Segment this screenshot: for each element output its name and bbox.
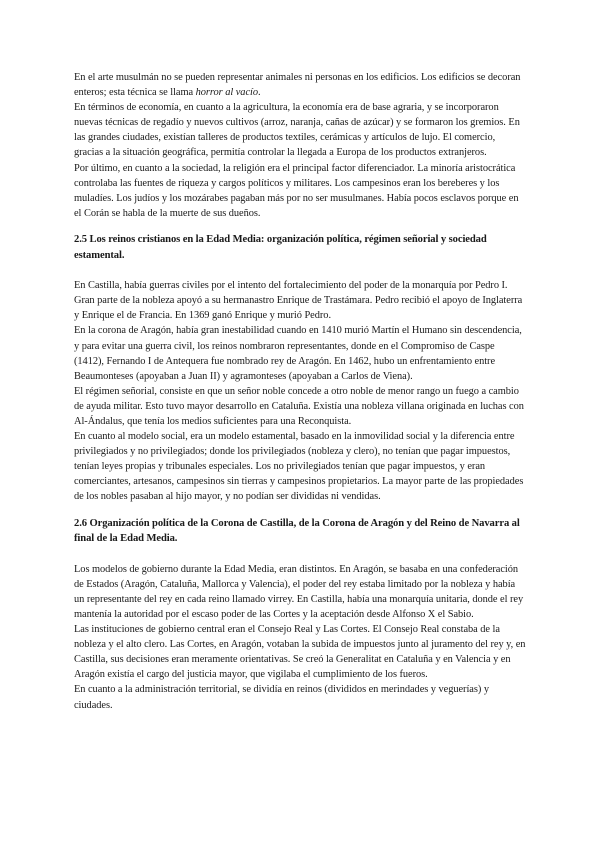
paragraph-text: . bbox=[258, 87, 261, 99]
section-2-5 bbox=[74, 232, 526, 505]
paragraph-instituciones: Las instituciones de gobierno central eran el Consejo Real y Las Cortes. El Consejo Real constaba de la nobleza y el alto clero. Las Cortes, en Aragón, votaban la subida de impuestos junto al juramento del rey y, en Castilla, sus decisiones eran meramente orientativas. Se creó la Generalitat en Cataluña y en Valencia y en Aragón existía el cargo del justicia mayor, que vigilaba el cumplimiento de los fueros. bbox=[74, 624, 526, 681]
spacer bbox=[74, 263, 526, 278]
paragraph-regimen-senorial: El régimen señorial, consiste en que un señor noble concede a otro noble de menor rango un fuego a cambio de ayuda militar. Esto tuvo mayor desarrollo en Cataluña. Existía una nobleza villana originada en luchas con Al-Ándalus, que tenía los medios suficientes para una Reconquista. bbox=[74, 385, 524, 427]
spacer bbox=[74, 505, 526, 516]
paragraph-modelos-gobierno: Los modelos de gobierno durante la Edad Media, eran distintos. En Aragón, se basaba en una confederación de Estados (Aragón, Cataluña, Mallorca y Valencia), el poder del rey estaba limitado por la nobleza y había un representante del rey en cada reino llamado virrey. En Castilla, había una monarquía unitaria, donde el rey mantenía la autoridad por el escaso poder de las Cortes y la aceptación desde Alfonso X el Sabio. bbox=[74, 563, 524, 620]
paragraph-castilla: En Castilla, había guerras civiles por el intento del fortalecimiento del poder de la monarquía por Pedro I. Gran parte de la nobleza apoyó a su hermanastro Enrique de Trastámara. Pedro recibió el apoyo de Inglaterra y Enrique el de Francia. En 1369 ganó Enrique y murió Pedro. bbox=[74, 280, 523, 322]
paragraph-aragon: En la corona de Aragón, había gran inestabilidad cuando en 1410 murió Martín el Humano sin descendencia, y para evitar una guerra civil, los reinos nombraron representantes, donde en el Compromiso de Caspe (1412), Fernando I de Antequera fue nombrado rey de Aragón. En 1462, hubo un enfrentamiento entre Beaumonteses (apoyaban a Juan II) y agramonteses (apoyaban a Carlos de Viena). bbox=[74, 325, 522, 382]
paragraph-islamic-art bbox=[74, 70, 526, 100]
section-2-6 bbox=[74, 516, 526, 713]
section-intro bbox=[74, 70, 526, 221]
section-heading-2-5: 2.5 Los reinos cristianos en la Edad Media: organización política, régimen señorial y sociedad estamental. bbox=[74, 233, 487, 261]
italic-term: horror al vacío bbox=[195, 87, 259, 99]
paragraph-economy: En términos de economía, en cuanto a la agricultura, la economía era de base agraria, y se incorporaron nuevas técnicas de regadío y nuevos cultivos (arroz, naranja, cañas de azúcar) y se formaron los gremios. En las grandes ciudades, existían talleres de productos textiles, cerámicas y artículos de lujo. El comercio, gracias a la situación geográfica, permitía controlar la llegada a Europa de los productos extranjeros. bbox=[74, 102, 520, 159]
paragraph-society: Por último, en cuanto a la sociedad, la religión era el principal factor diferenciador. La minoría aristocrática controlaba las fuentes de riqueza y cargos políticos y militares. Los campesinos eran los bereberes y los muladíes. Los judíos y los mozárabes pagaban más por no ser musulmanes. Había pocos esclavos porque en el Corán se habla de la muerte de sus dueños. bbox=[74, 162, 519, 219]
spacer bbox=[74, 547, 526, 562]
paragraph-administracion: En cuanto a la administración territorial, se dividía en reinos (divididos en merindades y veguerías) y ciudades. bbox=[74, 684, 489, 711]
paragraph-modelo-social: En cuanto al modelo social, era un modelo estamental, basado en la inmovilidad social y la diferencia entre privilegiados y no privilegiados; donde los privilegiados (nobleza y clero), no tenían que pagar impuestos, tenían leyes propias y tribunales especiales. Los no privilegiados tenían que pagar impuestos, y eran comerciantes, artesanos, campesinos sin tierras y campesinos propietarios. La mayor parte de las propiedades de los nobles pasaban al hijo mayor, y no podían ser divididas ni vendidas. bbox=[74, 431, 524, 503]
paragraph-text: En el arte musulmán no se pueden representar animales ni personas en los edificios. Los edificios se decoran enteros; esta técnica se llama bbox=[74, 72, 521, 99]
spacer bbox=[74, 221, 526, 232]
section-heading-2-6: 2.6 Organización política de la Corona de Castilla, de la Corona de Aragón y del Reino de Navarra al final de la Edad Media. bbox=[74, 517, 520, 545]
